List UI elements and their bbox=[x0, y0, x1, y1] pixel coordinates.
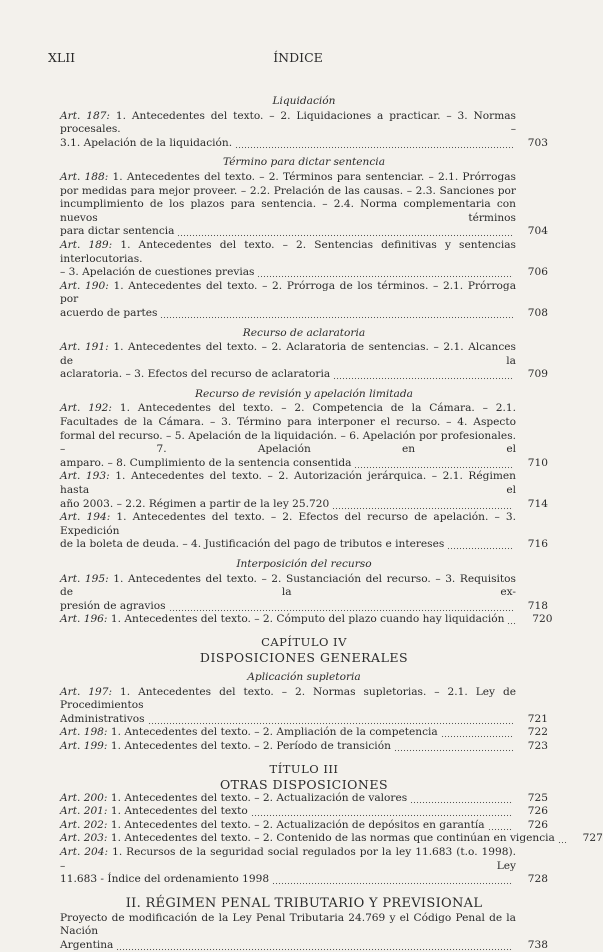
page-number: 727 bbox=[582, 832, 603, 845]
page-title: ÍNDICE bbox=[273, 50, 323, 65]
page-number: 726 bbox=[527, 805, 548, 818]
article-label: Art. 192: bbox=[60, 402, 112, 415]
entry-last-line: Administrativos bbox=[60, 712, 145, 725]
index-entry[interactable] bbox=[60, 470, 548, 511]
entry-body: 1. Recursos de la seguridad social regulados por la ley 11.683 (t.o. 1998). – Ley bbox=[60, 845, 516, 872]
dot-leader bbox=[177, 225, 513, 239]
entry-body: 1. Antecedentes del texto. – 2. Prórroga de los términos. – 2.1. Prórroga por bbox=[60, 279, 517, 306]
article-label: Art. 198: bbox=[60, 726, 108, 739]
dot-leader bbox=[169, 600, 513, 614]
dot-leader bbox=[558, 832, 568, 846]
article-label: Art. 203: bbox=[60, 832, 108, 845]
entry-last-line: acuerdo de partes bbox=[60, 306, 158, 319]
entry-last-line: de la boleta de deuda. – 4. Justificación del pago de tributos e intereses bbox=[60, 538, 445, 551]
dot-leader bbox=[272, 873, 513, 887]
entry-text bbox=[60, 470, 516, 497]
page-number: 714 bbox=[527, 497, 548, 510]
dot-leader bbox=[441, 726, 513, 740]
entry-body: Proyecto de modificación de la Ley Penal Tributaria 24.769 y el Código Penal de la Nación bbox=[60, 911, 516, 938]
page-header bbox=[48, 50, 548, 66]
index-entry[interactable] bbox=[60, 511, 548, 552]
article-label: Art. 201: bbox=[60, 805, 108, 818]
page-number: 704 bbox=[527, 225, 548, 238]
chapter-number: CAPÍTULO IV bbox=[261, 634, 347, 649]
entry-last-line: aclaratoria. – 3. Efectos del recurso de aclaratoria bbox=[60, 368, 331, 381]
entry-body: 1. Antecedentes del texto. – 2. Normas supletorias. – 2.1. Ley de Procedimientos bbox=[60, 685, 516, 712]
chapter-title: OTRAS DISPOSICIONES bbox=[219, 776, 389, 792]
dot-leader bbox=[116, 939, 513, 952]
index-list bbox=[60, 95, 603, 952]
section-heading: Recurso de aclaratoria bbox=[242, 326, 366, 339]
dot-leader bbox=[507, 613, 517, 627]
dot-leader bbox=[148, 713, 513, 727]
folio-number: XLII bbox=[48, 50, 76, 65]
index-entry[interactable] bbox=[60, 805, 548, 819]
chapter-title: DISPOSICIONES GENERALES bbox=[199, 649, 409, 665]
entry-last-line: 1. Antecedentes del texto. – 2. Período de transición bbox=[110, 739, 391, 752]
index-entry[interactable] bbox=[60, 792, 548, 806]
article-label: Art. 190: bbox=[60, 279, 109, 292]
dot-leader bbox=[235, 137, 513, 151]
page-number: 706 bbox=[527, 266, 548, 279]
page-number: 728 bbox=[527, 873, 548, 886]
article-label: Art. 200: bbox=[60, 791, 108, 804]
article-label: Art. 199: bbox=[60, 739, 108, 752]
entry-last-line: 1. Antecedentes del texto. – 2. Ampliación de la competencia bbox=[110, 726, 438, 739]
entry-body: 1. Antecedentes del texto. – 2. Términos para sentenciar. – 2.1. Prórrogas por medidas para mejor proveer. – 2.2. Prelación de las causas. – 2.3. Sanciones por incumplimiento de los plazos para sentencia. – 2.4. Norma complementaria con nuevos términos bbox=[60, 170, 516, 224]
entry-text bbox=[60, 686, 516, 713]
index-entry[interactable] bbox=[60, 110, 548, 151]
entry-last-line: 11.683 - Índice del ordenamiento 1998 bbox=[60, 873, 270, 886]
page-number: 710 bbox=[527, 456, 548, 469]
page-number: 738 bbox=[527, 938, 548, 951]
part-heading: II. RÉGIMEN PENAL TRIBUTARIO Y PREVISIONAL bbox=[125, 895, 483, 911]
page-number: 722 bbox=[527, 726, 548, 739]
dot-leader bbox=[160, 307, 513, 321]
entry-body: 1. Antecedentes del texto. – 2. Autorización jerárquica. – 2.1. Régimen hasta el bbox=[60, 470, 516, 497]
dot-leader bbox=[354, 457, 513, 471]
entry-last-line: amparo. – 8. Cumplimiento de la sentencia consentida bbox=[60, 456, 352, 469]
entry-body: 1. Antecedentes del texto. – 2. Sustanciación del recurso. – 3. Requisitos de la ex- bbox=[60, 572, 516, 599]
entry-body: 1. Antecedentes del texto. – 2. Aclaratoria de sentencias. – 2.1. Alcances de la bbox=[60, 341, 516, 367]
index-entry[interactable] bbox=[60, 613, 553, 627]
article-label: Art. 188: bbox=[60, 170, 109, 183]
page-number: 703 bbox=[527, 136, 548, 149]
entry-text bbox=[60, 110, 516, 137]
entry-text bbox=[60, 280, 516, 307]
page-number: 716 bbox=[527, 538, 548, 551]
article-label: Art. 202: bbox=[60, 818, 108, 831]
index-entry[interactable] bbox=[60, 832, 603, 846]
page-number: 708 bbox=[527, 306, 548, 319]
page-number: 720 bbox=[532, 613, 553, 626]
entry-last-line: año 2003. – 2.2. Régimen a partir de la ley 25.720 bbox=[60, 497, 330, 510]
article-label: Art. 191: bbox=[60, 341, 109, 354]
index-entry[interactable] bbox=[60, 846, 548, 887]
page-number: 721 bbox=[527, 712, 548, 725]
section-heading: Aplicación supletoria bbox=[247, 670, 361, 683]
section-heading: Término para dictar sentencia bbox=[222, 156, 386, 169]
entry-body: 1. Antecedentes del texto. – 2. Liquidaciones a practicar. – 3. Normas procesales. – bbox=[60, 109, 516, 136]
entry-last-line: 1. Antecedentes del texto. – 2. Contenido de las normas que continúan en vigencia bbox=[110, 832, 555, 845]
index-entry[interactable] bbox=[60, 819, 548, 833]
page-number: 725 bbox=[527, 791, 548, 804]
article-label: Art. 189: bbox=[60, 238, 113, 251]
section-heading: Recurso de revisión y apelación limitada bbox=[195, 387, 413, 400]
entry-text bbox=[60, 511, 516, 538]
entry-text bbox=[60, 912, 516, 939]
article-label: Art. 204: bbox=[60, 845, 109, 858]
section-heading: Interposición del recurso bbox=[236, 558, 372, 570]
entry-text bbox=[60, 402, 516, 456]
entry-text bbox=[60, 846, 516, 873]
article-label: Art. 197: bbox=[60, 685, 113, 698]
article-label: Art. 187: bbox=[60, 109, 110, 122]
dot-leader bbox=[257, 266, 513, 280]
entry-text bbox=[60, 341, 516, 368]
page-number: 718 bbox=[527, 599, 548, 612]
index-entry[interactable] bbox=[60, 573, 548, 614]
dot-leader bbox=[332, 498, 513, 512]
index-entry[interactable] bbox=[60, 239, 548, 280]
index-entry[interactable] bbox=[60, 740, 548, 754]
dot-leader bbox=[251, 805, 513, 819]
dot-leader bbox=[447, 538, 513, 552]
entry-body: 1. Antecedentes del texto. – 2. Competencia de la Cámara. – 2.1. Facultades de la Cámara. – 3. Término para interponer el recurso. – 4. Aspecto formal del recurso. – 5. Apelación de la liquidación. – 6. Apelación por profesionales. – 7. Apelación en el bbox=[60, 402, 517, 456]
article-label: Art. 195: bbox=[60, 572, 109, 585]
entry-text bbox=[60, 239, 516, 266]
entry-last-line: para dictar sentencia bbox=[60, 225, 175, 238]
dot-leader bbox=[333, 368, 513, 382]
entry-last-line: 1. Antecedentes del texto. – 2. Cómputo del plazo cuando hay liquidación bbox=[110, 613, 505, 626]
entry-text bbox=[60, 573, 516, 600]
entry-last-line: presión de agravios bbox=[60, 599, 166, 612]
index-entry[interactable] bbox=[60, 686, 548, 727]
index-entry[interactable] bbox=[60, 171, 548, 239]
article-label: Art. 196: bbox=[60, 613, 108, 626]
index-entry[interactable] bbox=[60, 726, 548, 740]
index-entry[interactable] bbox=[60, 402, 548, 470]
index-entry[interactable] bbox=[60, 341, 548, 382]
entry-last-line: 3.1. Apelación de la liquidación. bbox=[60, 136, 233, 149]
entry-body: 1. Antecedentes del texto. – 2. Efectos del recurso de apelación. – 3. Expedición bbox=[60, 511, 517, 537]
index-entry[interactable] bbox=[60, 280, 548, 321]
dot-leader bbox=[488, 819, 513, 833]
entry-body: 1. Antecedentes del texto. – 2. Sentencias definitivas y sentencias interlocutorias. bbox=[60, 238, 516, 265]
page-number: 726 bbox=[527, 818, 548, 831]
dot-leader bbox=[410, 792, 513, 806]
entry-last-line: 1. Antecedentes del texto. – 2. Actualización de valores bbox=[110, 791, 408, 804]
article-label: Art. 194: bbox=[60, 511, 111, 524]
page-number: 709 bbox=[527, 368, 548, 381]
section-heading: Liquidación bbox=[272, 95, 336, 107]
index-entry[interactable] bbox=[60, 912, 548, 952]
page-number: 723 bbox=[527, 739, 548, 752]
chapter-number: TÍTULO III bbox=[269, 761, 339, 776]
article-label: Art. 193: bbox=[60, 470, 110, 483]
entry-last-line: – 3. Apelación de cuestiones previas bbox=[60, 266, 255, 279]
dot-leader bbox=[394, 740, 513, 754]
entry-last-line: 1. Antecedentes del texto bbox=[110, 805, 248, 818]
entry-text bbox=[60, 171, 516, 225]
entry-last-line: 1. Antecedentes del texto. – 2. Actualización de depósitos en garantía bbox=[110, 818, 485, 831]
entry-last-line: Argentina bbox=[60, 938, 114, 951]
